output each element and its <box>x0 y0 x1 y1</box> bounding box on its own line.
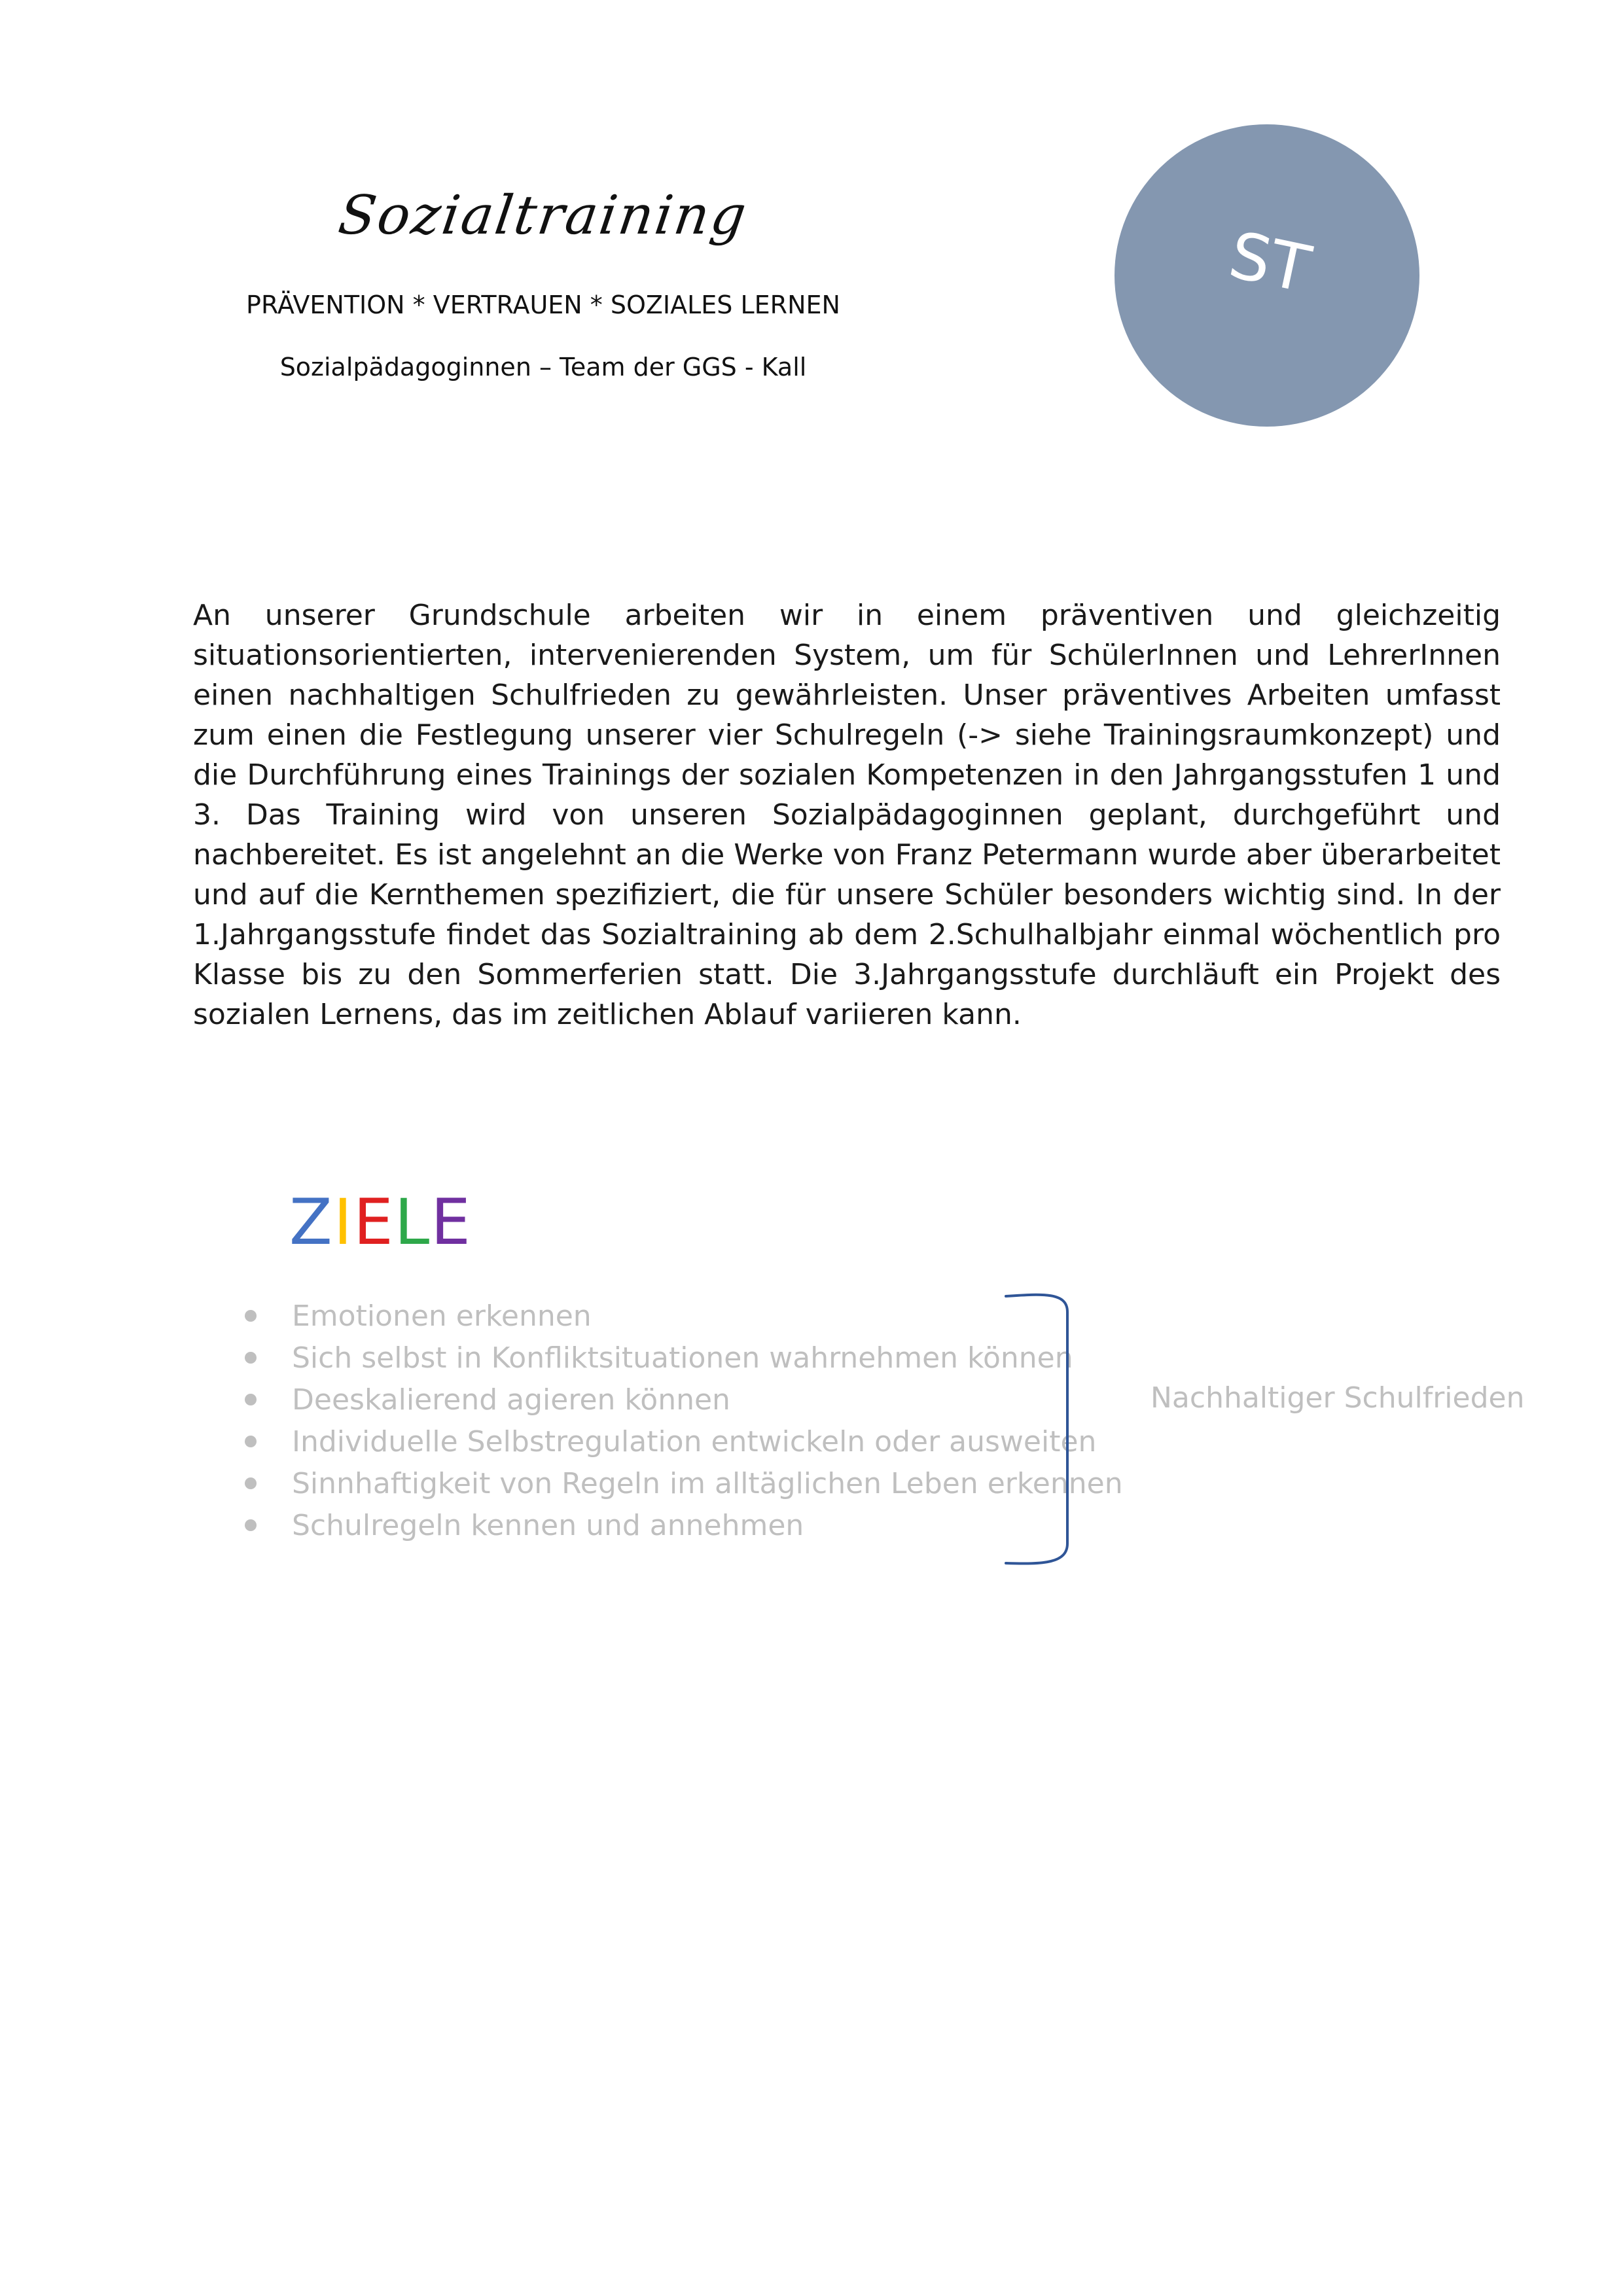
bullet-icon <box>245 1352 257 1364</box>
document-title: Sozialtraining <box>334 185 752 247</box>
bullet-icon <box>245 1436 257 1447</box>
goals-list <box>241 1296 1123 1547</box>
bullet-icon <box>245 1394 257 1405</box>
bullet-icon <box>245 1477 257 1489</box>
st-badge <box>1115 124 1419 427</box>
intro-paragraph: An unserer Grundschule arbeiten wir in einem präventiven und gleichzeitig situationsorientierten, intervenierenden System, um für SchülerInnen und LehrerInnen einen nachhaltigen Schulfrieden zu gewährleisten. Unser präventives Arbeiten umfasst zum einen die Festlegung unserer vier Schulregeln (-> siehe Trainingsraumkonzept) und die Durchführung eines Trainings der sozialen Kompetenzen in den Jahrgangsstufen 1 und 3. Das Training wird von unseren Sozialpädagoginnen geplant, durchgeführt und nachbereitet. Es ist angelehnt an die Werke von Franz Petermann wurde aber überarbeitet und auf die Kernthemen spezifiziert, die für unsere Schüler besonders wichtig sind. In der 1.Jahrgangsstufe findet das Sozialtraining ab dem 2.Schulhalbjahr einmal wöchentlich pro Klasse bis zu den Sommerferien statt. Die 3.Jahrgangsstufe durchläuft ein Projekt des sozialen Lernens, das im zeitlichen Ablauf variieren kann. <box>193 599 1501 1031</box>
bullet-icon <box>245 1519 257 1531</box>
goals-heading-letter: I <box>333 1186 354 1259</box>
goal-item <box>241 1337 1123 1379</box>
right-bracket-icon <box>1005 1292 1083 1567</box>
badge-text: ST <box>1222 217 1317 308</box>
goals-heading-letter: E <box>431 1186 472 1259</box>
goal-text: Deeskalierend agieren können <box>292 1383 730 1417</box>
result-label: Nachhaltiger Schulfrieden <box>1150 1381 1525 1415</box>
goal-text: Individuelle Selbstregulation entwickeln oder ausweiten <box>292 1425 1097 1458</box>
goal-item <box>241 1463 1123 1505</box>
team-line: Sozialpädagoginnen – Team der GGS - Kall <box>279 353 807 381</box>
goal-item <box>241 1379 1123 1421</box>
goal-text: Sich selbst in Konfliktsituationen wahrnehmen können <box>292 1341 1073 1375</box>
goal-item <box>241 1421 1123 1463</box>
goal-item <box>241 1296 1123 1337</box>
goals-heading <box>289 1183 472 1262</box>
goal-item <box>241 1505 1123 1547</box>
goal-text: Schulregeln kennen und annehmen <box>292 1509 804 1542</box>
goal-text: Sinnhaftigkeit von Regeln im alltäglichen Leben erkennen <box>292 1467 1123 1500</box>
tagline: PRÄVENTION * VERTRAUEN * SOZIALES LERNEN <box>246 291 840 319</box>
goal-text: Emotionen erkennen <box>292 1299 592 1333</box>
bullet-icon <box>245 1310 257 1322</box>
goals-heading-letter: Z <box>289 1186 334 1259</box>
goals-heading-letter: E <box>353 1186 395 1259</box>
goals-heading-letter: L <box>394 1186 431 1259</box>
